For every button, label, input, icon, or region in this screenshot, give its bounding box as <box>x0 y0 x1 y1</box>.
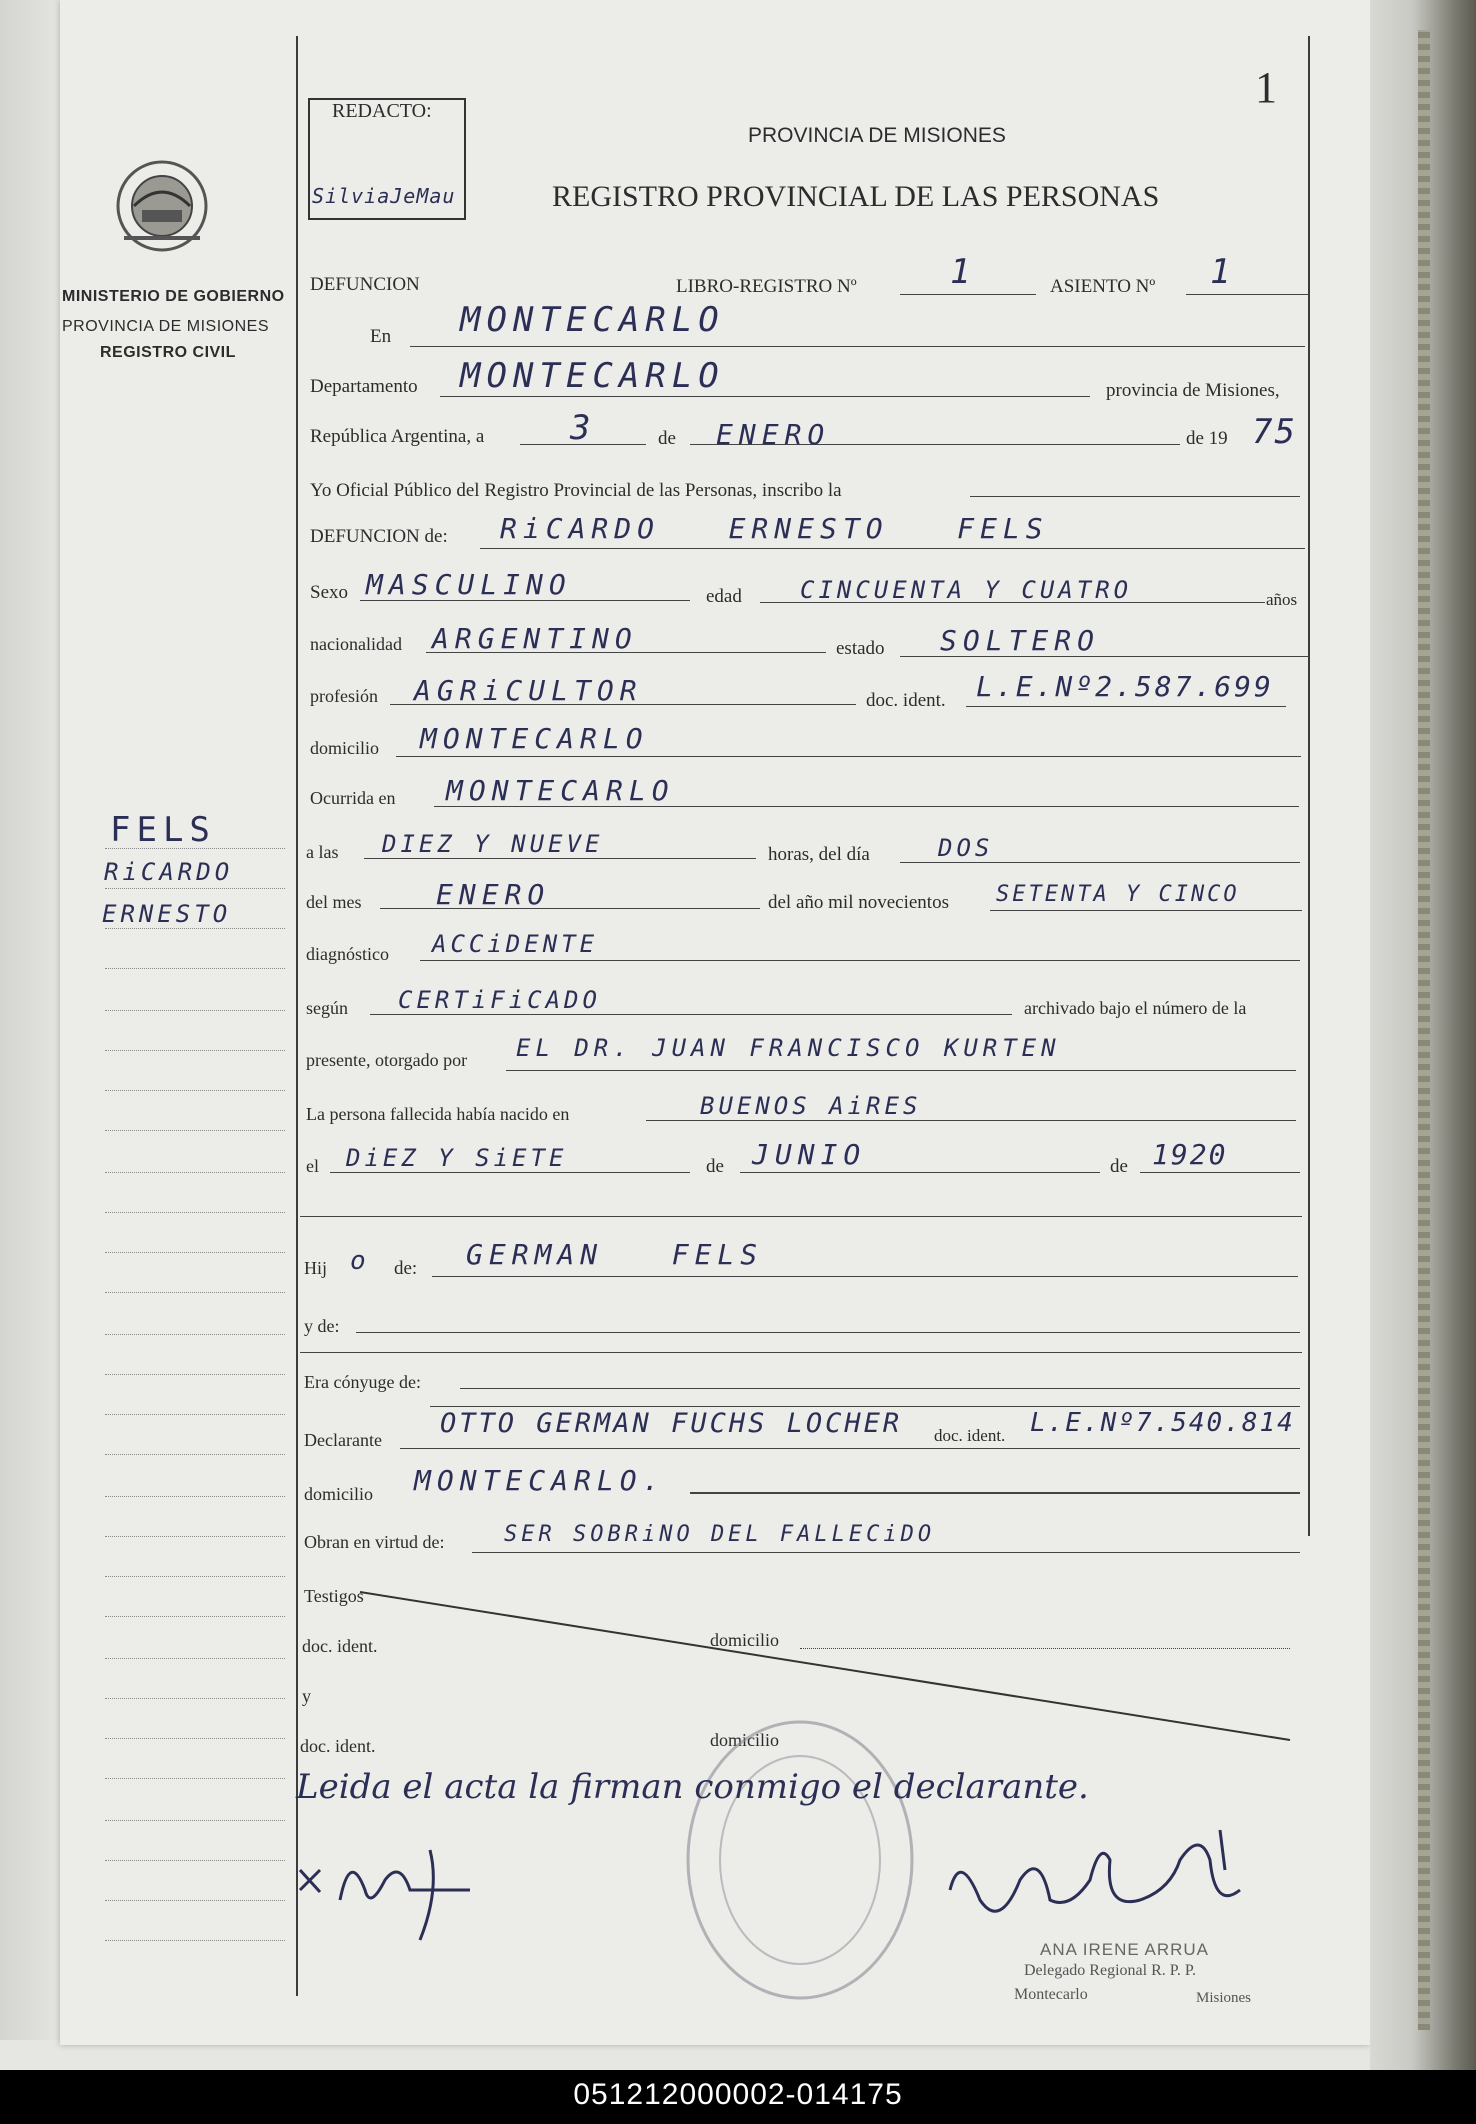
horas-line <box>900 862 1300 863</box>
anios-label: años <box>1266 590 1298 609</box>
asiento-value: 1 <box>1210 252 1237 292</box>
separator-line-1 <box>300 1216 1302 1217</box>
alas-value: DIEZ Y NUEVE <box>382 830 604 858</box>
domicilio-label: domicilio <box>310 738 379 758</box>
mes-value: ENERO <box>716 418 831 451</box>
redacto-signature: SilviaJeMau <box>312 184 456 208</box>
presente-value: EL DR. JUAN FRANCISCO KURTEN <box>516 1034 1061 1062</box>
nacionalidad-value: ARGENTINO <box>432 622 638 655</box>
ministry-line-1: MINISTERIO DE GOBIERNO <box>62 288 285 305</box>
ocurrida-value: MONTECARLO <box>446 774 675 807</box>
estado-label: estado <box>836 638 885 659</box>
en-value: MONTECARLO <box>460 300 725 340</box>
alas-line <box>364 858 756 859</box>
delmes-label: del mes <box>306 892 362 912</box>
presente-line <box>506 1070 1296 1071</box>
edad-value: CINCUENTA Y CUATRO <box>800 576 1133 604</box>
domicilio-line <box>396 756 1301 757</box>
ocurrida-label: Ocurrida en <box>310 788 396 808</box>
horas-value: DOS <box>938 834 994 862</box>
delmes-value: ENERO <box>436 878 551 911</box>
hijo-line <box>432 1276 1298 1277</box>
hijo-value: GERMAN FELS <box>466 1238 764 1271</box>
decl-docident-label: doc. ident. <box>934 1426 1006 1445</box>
republica-label: República Argentina, a <box>310 426 485 447</box>
el-line <box>330 1172 690 1173</box>
sexo-value: MASCULINO <box>366 568 572 601</box>
de3-label: de <box>1110 1156 1128 1177</box>
scan-footer <box>0 2070 1476 2124</box>
testigo2-docident-label: doc. ident. <box>300 1736 376 1756</box>
declarant-signature-icon <box>290 1830 520 1950</box>
delanio-line <box>990 910 1302 911</box>
obran-line <box>472 1552 1300 1553</box>
departamento-value: MONTECARLO <box>460 356 725 396</box>
margin-surname: FELS <box>110 810 216 850</box>
horas-label: horas, del día <box>768 844 870 865</box>
form-right-border <box>1308 36 1310 1536</box>
de2-label: de <box>706 1156 724 1177</box>
yde-label: y de: <box>304 1316 340 1336</box>
testigo2-domicilio-label: domicilio <box>710 1730 779 1750</box>
declarante-line <box>400 1448 1300 1449</box>
signatory-place: Montecarlo <box>1014 1986 1088 2003</box>
domicilio-value: MONTECARLO <box>420 722 649 755</box>
declarante-value: OTTO GERMAN FUCHS LOCHER <box>440 1408 903 1439</box>
profesion-value: AGRiCULTOR <box>414 674 643 707</box>
segun-line <box>370 1014 1012 1015</box>
junio-line <box>740 1172 1100 1173</box>
docident-label: doc. ident. <box>866 690 946 711</box>
profesion-label: profesión <box>310 686 378 706</box>
hijo-suffix: o <box>350 1246 370 1276</box>
diagnostico-line <box>420 960 1300 961</box>
edad-label: edad <box>706 586 742 607</box>
obran-label: Obran en virtud de: <box>304 1532 445 1552</box>
segun-value: CERTiFiCADO <box>398 986 601 1014</box>
oficial-line <box>970 496 1300 497</box>
nacido-line <box>646 1120 1296 1121</box>
closing-statement: Leida el acta la firman conmigo el declarante. <box>296 1767 1089 1807</box>
provincial-seal <box>112 158 212 258</box>
decl-docident-value: L.E.Nº7.540.814 <box>1030 1408 1295 1438</box>
yde-line <box>356 1332 1300 1333</box>
provincia-label: provincia de Misiones, <box>1106 380 1280 401</box>
decl-domicilio-label: domicilio <box>304 1484 373 1504</box>
conyuge-line <box>460 1388 1300 1389</box>
presente-label: presente, otorgado por <box>306 1050 468 1070</box>
en-label: En <box>370 326 392 347</box>
conyuge-label: Era cónyuge de: <box>304 1372 421 1392</box>
docident-line <box>966 706 1286 707</box>
binding-thread <box>1418 30 1430 2030</box>
libro-label: LIBRO-REGISTRO Nº <box>676 276 857 297</box>
el-label: el <box>306 1156 319 1176</box>
departamento-label: Departamento <box>310 376 418 397</box>
defuncion-de-line <box>480 548 1305 549</box>
official-signature-icon <box>940 1820 1280 1950</box>
ministry-line-3: REGISTRO CIVIL <box>100 344 236 361</box>
segun-label: según <box>306 998 348 1018</box>
oficial-text: Yo Oficial Público del Registro Provincial de las Personas, inscribo la <box>310 480 842 501</box>
libro-value: 1 <box>950 252 977 292</box>
decl-domicilio-value: MONTECARLO. <box>414 1464 666 1497</box>
libro-line <box>900 294 1036 295</box>
diagnostico-label: diagnóstico <box>306 944 389 964</box>
archivado-label: archivado bajo el número de la <box>1024 998 1247 1018</box>
nac-anio-line <box>1140 1172 1300 1173</box>
dia-value: 3 <box>570 408 597 448</box>
de-label: de <box>658 428 676 449</box>
hijo-label: Hij <box>304 1258 328 1278</box>
alas-label: a las <box>306 842 339 862</box>
testigo1-docident-label: doc. ident. <box>302 1636 378 1656</box>
asiento-line <box>1186 294 1310 295</box>
signatory-name: ANA IRENE ARRUA <box>1040 1940 1209 1959</box>
testigo1-domicilio-label: domicilio <box>710 1630 779 1650</box>
testigos-label: Testigos <box>304 1586 364 1606</box>
diagnostico-value: ACCiDENTE <box>432 930 599 958</box>
nacionalidad-label: nacionalidad <box>310 634 402 654</box>
delanio-value: SETENTA Y CINCO <box>996 882 1240 907</box>
en-line <box>410 346 1305 347</box>
seal-emblem-icon <box>112 158 212 258</box>
declarante-label: Declarante <box>304 1430 382 1450</box>
y-label: y <box>302 1686 311 1706</box>
redacto-box <box>308 98 466 220</box>
separator-line-2 <box>300 1352 1302 1353</box>
redacto-label: REDACTO: <box>332 100 432 122</box>
nacido-label: La persona fallecida había nacido en <box>306 1104 570 1124</box>
margin-middlename: ERNESTO <box>102 900 232 928</box>
signatory-place2: Misiones <box>1196 1990 1252 2006</box>
act-type-label: DEFUNCION <box>310 274 420 295</box>
de19-label: de 19 <box>1186 428 1228 449</box>
el-value: DiEZ Y SiETE <box>346 1144 568 1172</box>
anio-value: 75 <box>1252 412 1297 452</box>
official-stamp-icon <box>680 1715 920 2005</box>
separator-line-3 <box>430 1406 1300 1407</box>
nacido-value: BUENOS AiRES <box>700 1092 922 1120</box>
departamento-line <box>440 396 1090 397</box>
defuncion-de-value: RiCARDO ERNESTO FELS <box>500 512 1049 545</box>
obran-value: SER SOBRiNO DEL FALLECiDO <box>504 1522 936 1547</box>
estado-value: SOLTERO <box>940 624 1101 657</box>
delanio-label: del año mil novecientos <box>768 892 949 913</box>
form-left-border <box>296 36 298 1996</box>
asiento-label: ASIENTO Nº <box>1050 276 1156 297</box>
hijo-de-label: de: <box>394 1258 418 1279</box>
registry-heading: REGISTRO PROVINCIAL DE LAS PERSONAS <box>552 180 1160 213</box>
ministry-line-2: PROVINCIA DE MISIONES <box>62 318 269 335</box>
junio-value: JUNIO <box>752 1138 867 1171</box>
page-number: 1 <box>1255 63 1277 112</box>
province-heading: PROVINCIA DE MISIONES <box>748 124 1006 147</box>
sexo-label: Sexo <box>310 582 348 603</box>
docident-value: L.E.Nº2.587.699 <box>976 670 1274 703</box>
decl-domicilio-rule <box>690 1492 1300 1494</box>
nac-anio-value: 1920 <box>1152 1138 1228 1171</box>
signatory-title: Delegado Regional R. P. P. <box>1024 1962 1196 1979</box>
margin-firstname: RiCARDO <box>104 858 234 886</box>
scan-id: 051212000002-014175 <box>573 2078 903 2111</box>
defuncion-de-label: DEFUNCION de: <box>310 526 448 547</box>
